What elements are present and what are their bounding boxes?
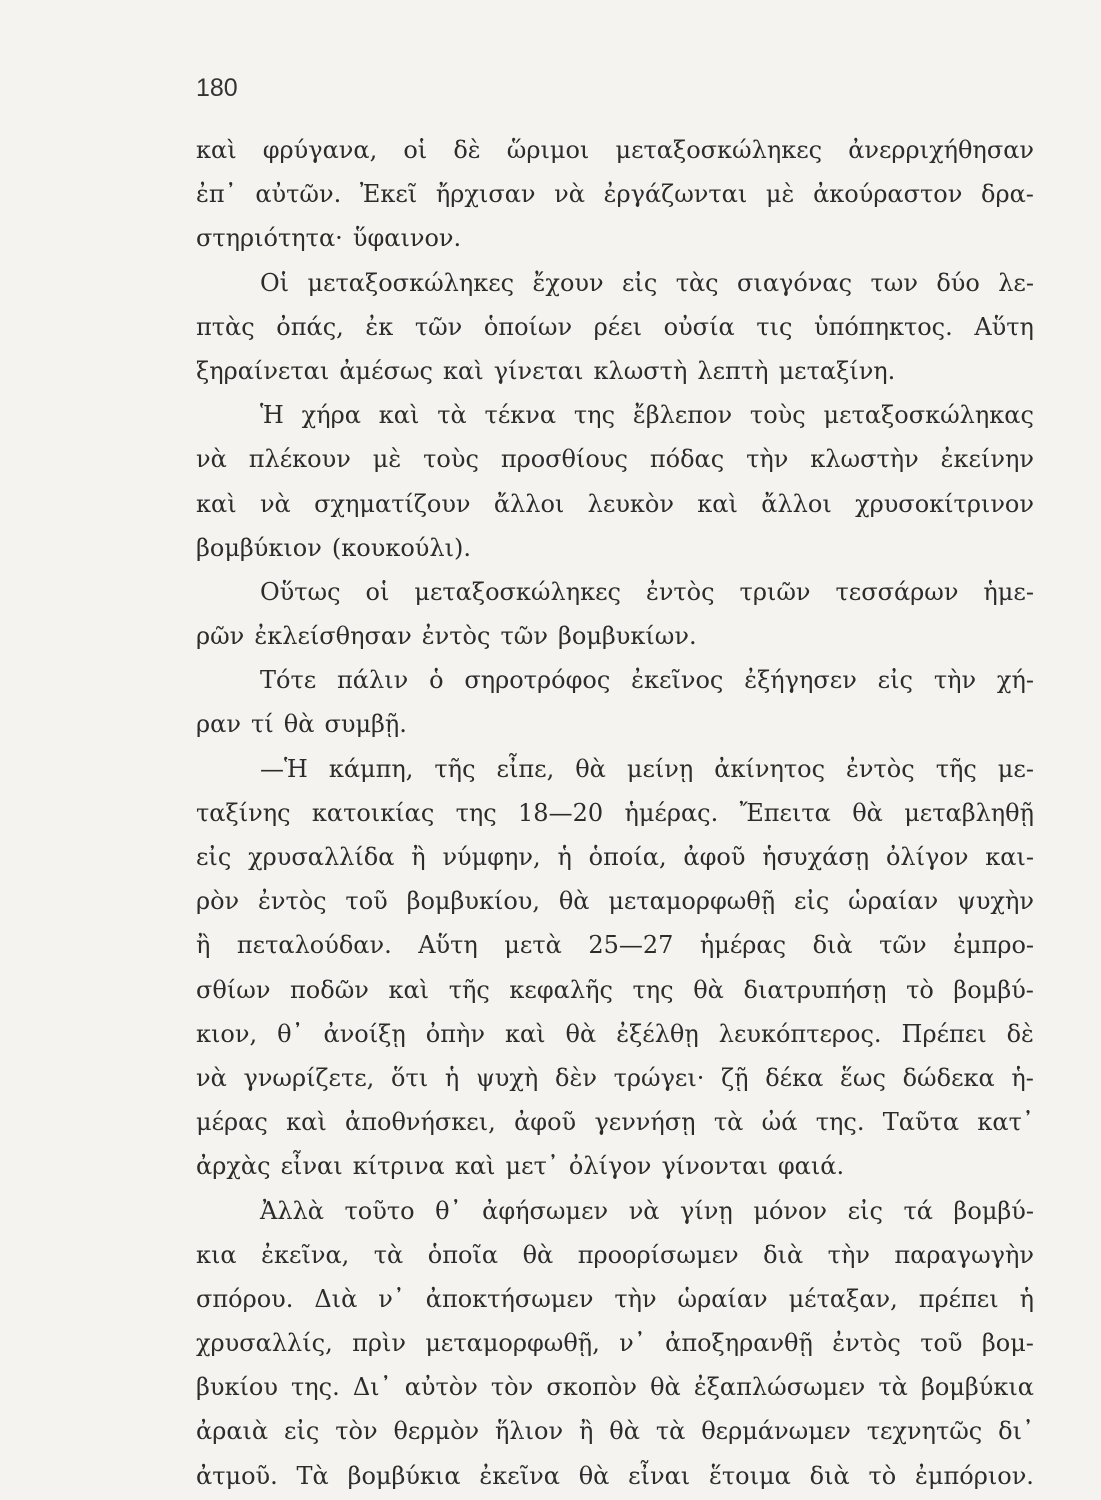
word: διὰ <box>812 931 853 960</box>
word: χήρα <box>301 401 361 430</box>
word: ξηραίνεται <box>196 356 330 385</box>
text-line <box>196 968 1034 1012</box>
text-line <box>196 1056 1034 1100</box>
word: βομβυκίων. <box>558 622 697 651</box>
word: τοῦ <box>920 1329 963 1358</box>
word: καὶ <box>196 489 237 518</box>
word: στηριότητα· <box>196 224 343 253</box>
word: νὰ <box>628 1196 660 1225</box>
word: ἔχουν <box>532 268 604 297</box>
word: Διὰ <box>314 1284 358 1313</box>
word: γίνονται <box>661 1152 768 1181</box>
word: ἀνοίξῃ <box>323 1019 406 1048</box>
word: ὀλίγον <box>885 843 969 871</box>
word: ὕφαινον. <box>352 224 462 253</box>
word: προορίσωμεν <box>577 1240 739 1269</box>
word: τὴν <box>933 666 977 695</box>
word: ρῶν <box>196 622 245 651</box>
word: πάλιν <box>337 666 409 695</box>
word: μέταξαν, <box>788 1284 898 1313</box>
text-line <box>196 526 1034 570</box>
word: βομβύκια <box>347 1461 461 1490</box>
word: ὡραίαν <box>848 887 939 916</box>
word: χρυσαλλίς, <box>196 1329 333 1358</box>
word: οὐσία <box>663 312 735 341</box>
word: μεταξοσκώληκες <box>615 136 823 164</box>
word: σθίων <box>196 975 271 1004</box>
word: βυκίου <box>196 1373 278 1402</box>
word: ὁποία, <box>588 843 667 871</box>
word: μὲ <box>765 180 795 209</box>
word: εἰς <box>284 1417 320 1446</box>
word: αὐτῶν. <box>255 180 342 209</box>
text-line <box>196 658 1034 702</box>
word: ἐκεῖνα <box>479 1461 560 1490</box>
word: ἐντὸς <box>846 754 915 783</box>
word: λεπτὴ <box>697 356 769 385</box>
word: θ᾿ <box>277 1019 304 1048</box>
word: ἐντὸς <box>257 887 327 916</box>
word: προσθίους <box>500 445 628 474</box>
word: βομβύκια <box>920 1373 1034 1402</box>
word: νὰ <box>554 180 585 209</box>
word: θ᾿ <box>435 1196 462 1225</box>
word: ἄλλοι <box>761 489 832 518</box>
word: νὰ <box>196 1063 227 1092</box>
text-line <box>196 747 1034 791</box>
text-line <box>196 1321 1034 1365</box>
word: τοὺς <box>749 401 806 430</box>
word: ἀφήσωμεν <box>482 1196 609 1225</box>
word: φρύγανα, <box>262 136 378 164</box>
word: ἢ <box>196 931 211 960</box>
word: 18—20 <box>518 798 604 827</box>
word: συμβῇ. <box>324 710 407 739</box>
word: κια <box>196 1240 237 1269</box>
page-number: 180 <box>196 74 238 102</box>
word: νὰ <box>259 489 291 518</box>
word: μεταμορφωθῇ <box>608 887 776 916</box>
word: Τότε <box>260 666 317 695</box>
word: θερμάνωμεν <box>701 1417 851 1446</box>
word: τὴν <box>746 445 789 474</box>
text-line <box>196 614 1034 658</box>
word: ὡραίαν <box>677 1284 768 1313</box>
word: θὰ <box>693 975 724 1004</box>
word: μεταξοσκώληκες <box>307 268 515 297</box>
word: ἐξήγησεν <box>744 666 857 695</box>
text-line <box>196 482 1034 526</box>
text-line <box>196 570 1034 614</box>
word: Δι᾿ <box>352 1373 392 1402</box>
text-line <box>196 879 1034 923</box>
word: πλέκουν <box>248 445 351 474</box>
text-line <box>196 835 1034 879</box>
word: και- <box>985 843 1034 871</box>
word: Οὕτως <box>260 577 341 606</box>
word: σιαγόνας <box>737 268 853 297</box>
word: λευκὸν <box>587 489 674 518</box>
word: δι᾿ <box>998 1417 1034 1446</box>
word: καὶ <box>196 136 237 164</box>
word: ἐκεῖνος <box>631 666 724 695</box>
word: Αὕτη <box>418 931 478 960</box>
word: ἡμέρας <box>699 931 787 960</box>
word: ν᾿ <box>378 1284 405 1313</box>
text-line <box>196 393 1034 437</box>
word: βομβυκίου, <box>406 887 541 916</box>
body-text <box>196 128 1034 1498</box>
word: ἀποξηρανθῇ <box>665 1329 813 1358</box>
word: ἡ <box>557 843 572 871</box>
word: ὀπάς, <box>276 312 344 341</box>
word: της <box>455 798 497 827</box>
text-line <box>196 1012 1034 1056</box>
word: τοῦ <box>345 887 388 916</box>
text-line <box>196 1277 1034 1321</box>
word: τῶν <box>879 931 927 960</box>
word: ἡμε- <box>983 577 1034 606</box>
word: τρώγει· <box>613 1063 705 1092</box>
word: λε- <box>998 268 1034 297</box>
word: εἰς <box>794 887 830 916</box>
word: ἡ <box>444 1063 460 1092</box>
word: σηροτρόφος <box>464 666 611 695</box>
word: ψυχὴ <box>475 1063 539 1092</box>
word: θὰ <box>575 754 606 783</box>
word: —Ἡ <box>260 754 308 783</box>
word: ἡμέρας. <box>624 798 719 827</box>
word: παραγωγὴν <box>894 1240 1034 1269</box>
word: μετ᾿ <box>505 1152 559 1181</box>
word: ἡ <box>1019 1284 1034 1313</box>
word: πρὶν <box>352 1329 406 1358</box>
word: θὰ <box>522 1240 554 1269</box>
word: τις <box>756 312 793 341</box>
word: τοὺς <box>423 445 479 474</box>
word: Ἀλλὰ <box>260 1196 324 1225</box>
word: ἡσυχάσῃ <box>762 843 870 871</box>
word: ἀφοῦ <box>683 843 746 871</box>
word: δὲ <box>453 136 481 164</box>
word: ἐντὸς <box>832 1329 901 1358</box>
text-line <box>196 128 1034 172</box>
word: ἕως <box>840 1063 886 1092</box>
word: ὥριμοι <box>506 136 590 164</box>
word: δὲν <box>555 1063 597 1092</box>
word: τῶν <box>414 312 463 341</box>
word: της <box>573 401 616 430</box>
word: ἀτμοῦ. <box>196 1461 278 1490</box>
text-line <box>196 791 1034 835</box>
word: ἐκ <box>365 312 394 341</box>
word: τὸ <box>906 975 934 1004</box>
word: ὑπόπηκτος. <box>813 312 953 341</box>
word: κατοικίας <box>311 798 435 827</box>
word: εἶναι <box>280 1152 343 1181</box>
word: (κουκούλι). <box>331 533 471 562</box>
word: Ἔπειτα <box>739 798 831 827</box>
word: τὰς <box>675 268 719 297</box>
word: ἐντὸς <box>421 622 491 651</box>
word: μεταξοσκώληκες <box>414 577 621 606</box>
text-line <box>196 702 1034 746</box>
word: της <box>632 975 674 1004</box>
word: ὅτι <box>391 1063 429 1092</box>
word: καὶ <box>388 975 430 1004</box>
word: ἐπ᾿ <box>196 180 237 209</box>
word: κλωστὴ <box>593 356 688 385</box>
word: πεταλούδαν. <box>236 931 392 960</box>
word: ἄλλοι <box>493 489 565 518</box>
word: διατρυπήσῃ <box>743 975 887 1004</box>
word: Τὰ <box>296 1461 329 1490</box>
text-line <box>196 1144 1034 1188</box>
word: ἥλιον <box>495 1417 564 1446</box>
word: σπόρου. <box>196 1284 294 1313</box>
word: δώδεκα <box>902 1063 995 1092</box>
word: Πρέπει <box>901 1019 987 1048</box>
word: μεταμορφωθῇ, <box>425 1329 600 1358</box>
word: πρέπει <box>918 1284 999 1313</box>
word: με- <box>997 754 1034 783</box>
word: τῆς <box>434 754 476 783</box>
word: 25—27 <box>588 931 674 960</box>
word: θὰ <box>578 1461 610 1490</box>
word: εἶναι <box>628 1461 691 1490</box>
text-line <box>196 172 1034 216</box>
word: ποδῶν <box>290 975 369 1004</box>
word: ἀποκτήσωμεν <box>425 1284 594 1313</box>
word: θὰ <box>609 1417 640 1446</box>
word: ἐργάζωνται <box>603 180 748 209</box>
word: τὰ <box>713 1108 744 1137</box>
word: τέκνα <box>484 401 557 430</box>
word: μεταβληθῇ <box>904 798 1034 827</box>
text-line <box>196 923 1034 967</box>
word: τριῶν <box>739 577 811 606</box>
text-line <box>196 1233 1034 1277</box>
word: σχηματίζουν <box>314 489 471 518</box>
word: ρέει <box>593 312 643 341</box>
word: τὸ <box>868 1461 897 1490</box>
word: ἐκλείσθησαν <box>254 622 412 651</box>
word: καὶ <box>378 401 420 430</box>
word: θὰ <box>558 887 590 916</box>
word: Οἱ <box>260 268 290 297</box>
word: Ἐκεῖ <box>359 180 418 209</box>
word: γίνεται <box>493 356 584 385</box>
word: δὲ <box>1006 1019 1034 1048</box>
word: τὰ <box>437 401 467 430</box>
word: κατ᾿ <box>977 1108 1034 1137</box>
word: χρυσαλλίδα <box>248 843 395 871</box>
word: τά <box>903 1196 933 1225</box>
word: βομ- <box>981 1329 1034 1358</box>
word: καὶ <box>454 1152 496 1181</box>
word: ἐντὸς <box>645 577 715 606</box>
word: μὲ <box>372 445 402 474</box>
word: οἱ <box>403 136 428 164</box>
text-line <box>196 305 1034 349</box>
word: ἤρχισαν <box>435 180 536 209</box>
word: εἰς <box>877 666 913 695</box>
word: χρυσοκίτρινον <box>855 489 1034 518</box>
word: αὐτὸν <box>404 1373 478 1402</box>
word: θὰ <box>283 710 315 739</box>
word: κιον, <box>196 1019 258 1048</box>
word: λευκόπτερος. <box>718 1019 882 1048</box>
word: βομβύ- <box>953 975 1034 1004</box>
word: ὁ <box>429 666 444 695</box>
text-line <box>196 1409 1034 1453</box>
word: μετὰ <box>504 931 562 960</box>
word: ἢ <box>578 1417 594 1446</box>
word: ἀκίνητος <box>714 754 826 783</box>
word: κεφαλῆς <box>509 975 613 1004</box>
word: ὠά <box>761 1108 798 1137</box>
word: κάμπη, <box>328 754 414 783</box>
word: μόνον <box>753 1196 828 1225</box>
word: τεσσάρων <box>835 577 959 606</box>
word: νὰ <box>196 445 227 474</box>
word: θερμὸν <box>393 1417 480 1446</box>
word: εἰς <box>847 1196 883 1225</box>
word: ἀρχὰς <box>196 1152 271 1181</box>
word: καὶ <box>286 1108 327 1137</box>
word: τεχνητῶς <box>866 1417 983 1446</box>
text-line <box>196 437 1034 481</box>
word: δρα- <box>981 180 1034 209</box>
word: δύο <box>936 268 980 297</box>
word: ἀραιὰ <box>196 1417 269 1446</box>
text-line <box>196 1189 1034 1233</box>
word: ρὸν <box>196 887 240 916</box>
word: καὶ <box>443 356 484 385</box>
word: τῆς <box>935 754 977 783</box>
word: μείνῃ <box>626 754 694 783</box>
word: κίτρινα <box>352 1152 445 1181</box>
word: των <box>870 268 918 297</box>
word: ν᾿ <box>619 1329 646 1358</box>
word: ὀπὴν <box>425 1019 485 1048</box>
word: γεννήσῃ <box>594 1108 696 1137</box>
word: ἐμπρο- <box>953 931 1034 960</box>
word: τὸν <box>490 1373 534 1402</box>
word: της. <box>291 1373 340 1402</box>
word: εἶπε, <box>496 754 555 783</box>
word: χή- <box>996 666 1034 695</box>
word: κλωστὴν <box>810 445 919 474</box>
text-line <box>196 349 1034 393</box>
word: Ἡ <box>260 401 284 430</box>
word: διὰ <box>809 1461 850 1490</box>
word: βομβύκιον <box>196 533 322 562</box>
word: τί <box>250 710 274 739</box>
word: τὰ <box>373 1240 404 1269</box>
word: ἀποθνήσκει, <box>345 1108 496 1137</box>
word: μέρας <box>196 1108 268 1137</box>
text-line <box>196 261 1034 305</box>
word: ἐξαπλώσωμεν <box>693 1373 866 1402</box>
word: εἰς <box>196 843 232 871</box>
word: ραν <box>196 710 241 739</box>
word: ἀμέσως <box>339 356 433 385</box>
word: θὰ <box>650 1373 681 1402</box>
word: ἐξέλθῃ <box>616 1019 699 1048</box>
word: θὰ <box>565 1019 597 1048</box>
word: ἐκεῖνα, <box>261 1240 350 1269</box>
text-line <box>196 1454 1034 1498</box>
word: ἐκείνην <box>940 445 1034 474</box>
word: τὰ <box>655 1417 686 1446</box>
word: διὰ <box>763 1240 804 1269</box>
word: μεταξοσκώληκας <box>823 401 1034 430</box>
word: ὁποίων <box>483 312 573 341</box>
word: τοῦτο <box>344 1196 415 1225</box>
word: γνωρίζετε, <box>243 1063 375 1092</box>
word: ὀλίγον <box>568 1152 652 1181</box>
word: Ταῦτα <box>882 1108 960 1137</box>
word: τὴν <box>827 1240 870 1269</box>
word: ἀφοῦ <box>514 1108 577 1137</box>
word: τῆς <box>448 975 490 1004</box>
word: ἡ- <box>1011 1063 1034 1092</box>
word: γίνῃ <box>680 1196 733 1225</box>
word: καὶ <box>697 489 738 518</box>
word: ἐμπόριον. <box>915 1461 1034 1490</box>
word: βομβύ- <box>953 1196 1034 1225</box>
word: πτὰς <box>196 312 255 341</box>
word: ψυχὴν <box>957 887 1034 916</box>
word: ἀνερριχήθησαν <box>848 136 1034 164</box>
word: τὸν <box>335 1417 378 1446</box>
word: ζῇ <box>721 1063 749 1092</box>
word: θὰ <box>852 798 883 827</box>
text-line <box>196 1365 1034 1409</box>
word: μεταξίνη. <box>778 356 896 385</box>
word: πόδας <box>649 445 725 474</box>
word: ἢ <box>411 843 426 871</box>
word: της. <box>815 1108 865 1137</box>
word: ταξίνης <box>196 798 291 827</box>
word: τὴν <box>614 1284 657 1313</box>
word: ἔβλεπον <box>632 401 733 430</box>
word: φαιά. <box>777 1152 845 1181</box>
word: δέκα <box>765 1063 824 1092</box>
word: εἰς <box>621 268 658 297</box>
text-line <box>196 1100 1034 1144</box>
word: καὶ <box>504 1019 546 1048</box>
word: ἕτοιμα <box>709 1461 791 1490</box>
word: οἱ <box>365 577 390 606</box>
word: ἀκούραστον <box>813 180 963 209</box>
word: τῶν <box>500 622 548 651</box>
word: σκοπὸν <box>546 1373 637 1402</box>
word: τὰ <box>878 1373 908 1402</box>
word: Αὕτη <box>974 312 1034 341</box>
word: ὁποῖα <box>427 1240 499 1269</box>
word: νύμφην, <box>442 843 541 871</box>
text-line <box>196 216 1034 260</box>
